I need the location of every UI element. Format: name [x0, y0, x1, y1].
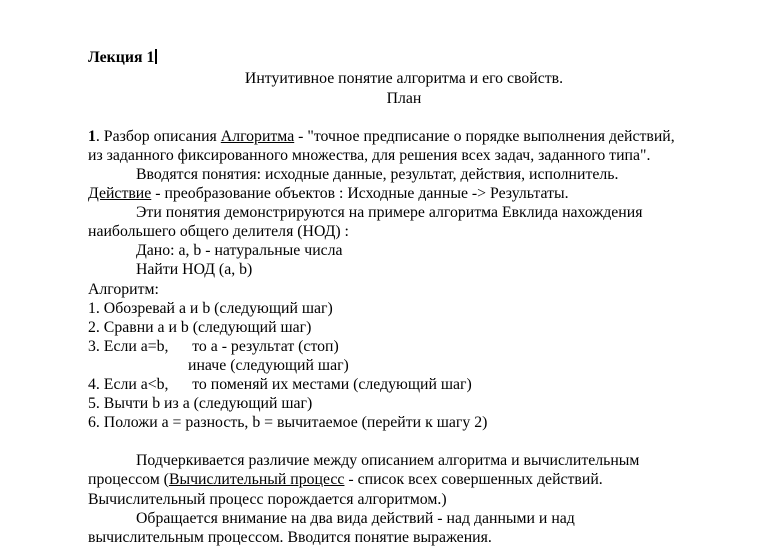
text-run: Эти понятия демонстрируются на примере алгоритма Евклида нахождения: [136, 204, 643, 222]
text-run: 3. Если a=b, то a - результат (стоп): [88, 337, 339, 355]
doc-line: [88, 184, 720, 203]
blank-line: [88, 110, 720, 127]
doc-line: [88, 241, 720, 260]
doc-line: [88, 451, 720, 470]
text-run: Найти НОД (a, b): [136, 261, 253, 279]
text-run: Вычислительный процесс порождается алгоритмом.): [88, 490, 447, 508]
algorithm-step: [88, 299, 720, 318]
blank-line: [88, 432, 720, 451]
text-run: Интуитивное понятие алгоритма и его свойств.: [244, 69, 564, 87]
doc-line: [88, 222, 720, 241]
text-run: Вычислительный процесс: [168, 471, 345, 489]
algorithm-step: [88, 394, 720, 413]
text-run: Подчеркивается различие между описанием алгоритма и вычислительным: [136, 452, 640, 470]
text-run: вычислительным процессом. Вводится понятие выражения.: [88, 528, 492, 546]
text-run: процессом (: [88, 471, 169, 489]
text-cursor: [155, 49, 157, 64]
algorithm-heading: [88, 280, 720, 299]
algorithm-step: [88, 413, 720, 432]
doc-line: [88, 165, 720, 184]
text-run: Дано: a, b - натуральные числа: [136, 242, 343, 260]
text-run: Лекция 1: [88, 49, 155, 66]
text-run: Обращается внимание на два вида действий - над данными и над: [136, 509, 575, 527]
text-run: . Разбор описания: [95, 127, 221, 145]
doc-subtitle: [88, 69, 720, 90]
text-run: 5. Вычти b из a (следующий шаг): [88, 395, 313, 413]
lecture-title: [88, 48, 720, 69]
plan-heading: [88, 89, 720, 110]
text-run: Вводятся понятия: исходные данные, результат, действия, исполнитель.: [136, 165, 619, 183]
algorithm-step: [88, 337, 720, 356]
text-run: Алгоритма: [220, 127, 295, 145]
text-run: - "точное предписание о порядке выполнения действий,: [294, 127, 675, 145]
text-run: План: [386, 90, 422, 108]
text-run: иначе (следующий шаг): [188, 356, 349, 374]
doc-line: [88, 470, 720, 489]
text-run: из заданного фиксированного множества, для решения всех задач, заданного типа".: [88, 146, 651, 164]
text-run: 2. Сравни a и b (следующий шаг): [88, 318, 312, 336]
text-run: - список всех совершенных действий.: [344, 471, 603, 489]
text-run: 1: [88, 127, 96, 145]
doc-line: [88, 490, 720, 509]
algorithm-step: [88, 318, 720, 337]
algorithm-step: [88, 375, 720, 394]
doc-line: [88, 146, 720, 165]
text-run: 4. Если a<b, то поменяй их местами (следующий шаг): [88, 376, 472, 393]
text-run: 1. Обозревай a и b (следующий шаг): [88, 299, 333, 317]
text-run: 6. Положи a = разность, b = вычитаемое (перейти к шагу 2): [88, 414, 488, 432]
algorithm-step-else: [88, 356, 720, 375]
doc-line: [88, 509, 720, 528]
doc-line: [88, 528, 720, 547]
document-edit-area[interactable]: [88, 48, 720, 547]
doc-line: [88, 260, 720, 279]
text-run: Алгоритм:: [88, 280, 159, 298]
text-run: наибольшего общего делителя (НОД) :: [88, 223, 349, 241]
text-run: - преобразование объектов : Исходные данные -> Результаты.: [151, 185, 569, 203]
doc-line: [88, 127, 720, 146]
text-run: Действие: [88, 185, 152, 203]
doc-line: [88, 203, 720, 222]
